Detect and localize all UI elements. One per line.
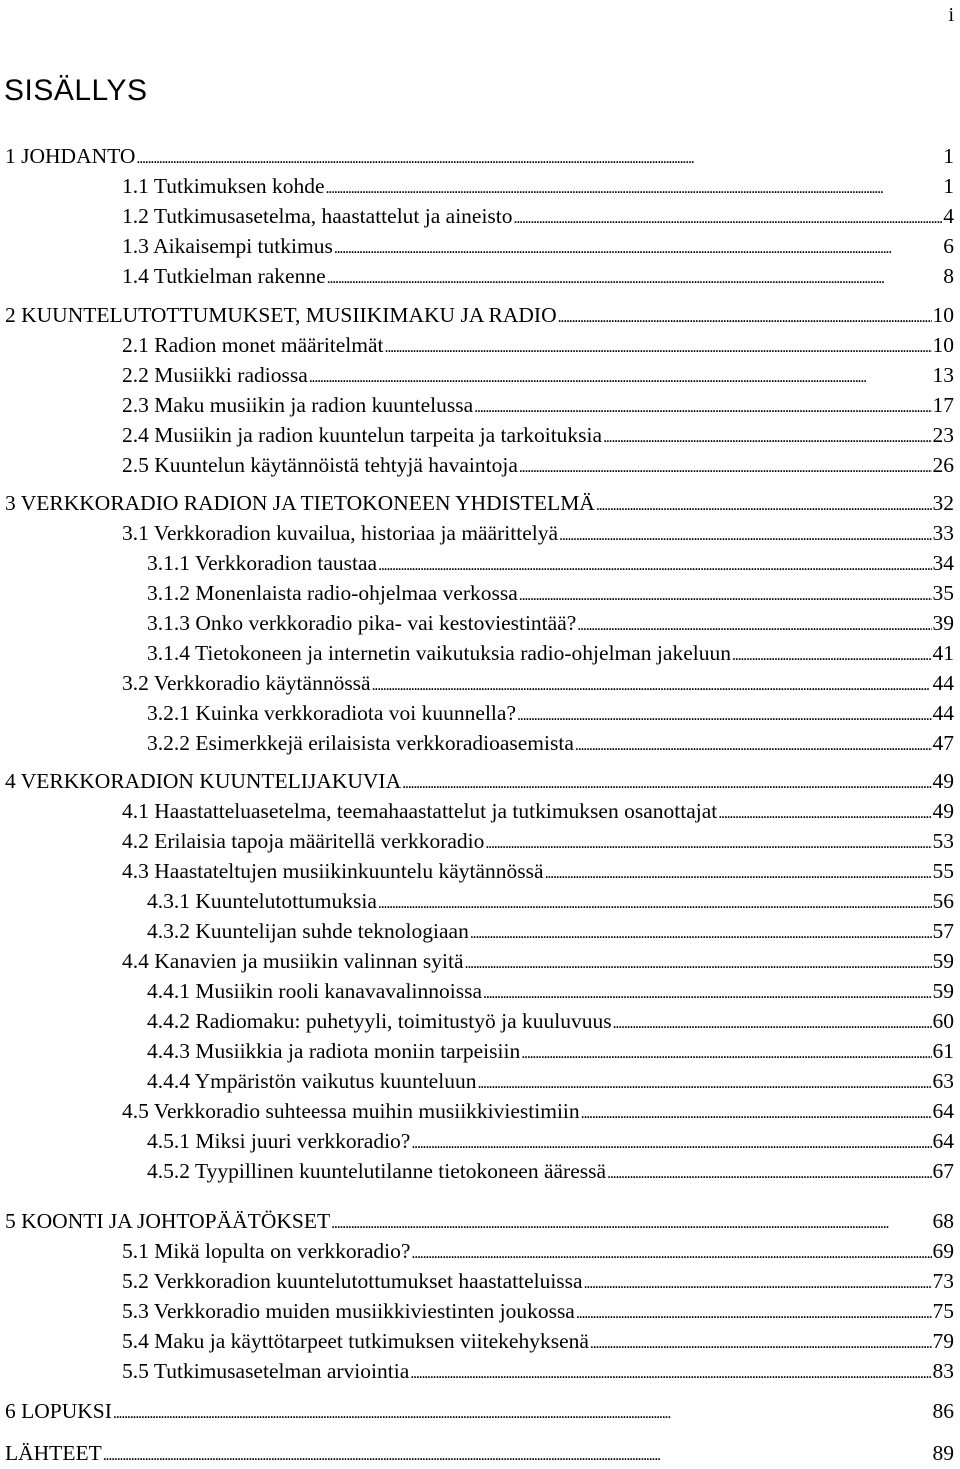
toc-entry-label: 2.5 Kuuntelun käytännöistä tehtyjä havaintoja	[122, 453, 518, 477]
toc-entry-page-number: 10	[932, 303, 954, 327]
toc-entry-page-number: 89	[932, 1441, 954, 1465]
toc-entry[interactable]	[0, 422, 954, 448]
toc-entry-page-number: 8	[943, 264, 954, 288]
toc-entry-label: 4.5.1 Miksi juuri verkkoradio?	[147, 1129, 411, 1153]
toc-entry-label: 4.4.3 Musiikkia ja radiota moniin tarpeisiin	[147, 1039, 521, 1063]
toc-entry-label: 5 KOONTI JA JOHTOPÄÄTÖKSET	[5, 1209, 331, 1233]
toc-entry[interactable]	[0, 362, 954, 388]
dot-leader	[577, 610, 931, 639]
dot-leader	[470, 918, 932, 947]
dot-leader	[331, 1208, 931, 1237]
page-number: i	[948, 4, 954, 26]
toc-entry-label: 6 LOPUKSI	[5, 1399, 112, 1423]
toc-entry[interactable]	[0, 1098, 954, 1124]
toc-entry[interactable]	[0, 918, 954, 944]
dot-leader	[545, 858, 932, 887]
toc-entry-label: 3.2.2 Esimerkkejä erilaisista verkkoradioasemista	[147, 731, 574, 755]
dot-leader	[372, 670, 932, 699]
dot-leader	[596, 490, 932, 519]
dot-leader	[385, 332, 932, 361]
toc-entry-page-number: 26	[932, 453, 954, 477]
toc-entry-page-number: 47	[932, 731, 954, 755]
dot-leader	[136, 143, 942, 172]
toc-entry-label: 4 VERKKORADION KUUNTELIJAKUVIA	[5, 769, 402, 793]
toc-entry[interactable]	[0, 143, 954, 169]
toc-entry-label: 2.1 Radion monet määritelmät	[122, 333, 384, 357]
dot-leader	[590, 1328, 932, 1357]
dot-leader	[327, 263, 943, 292]
dot-leader	[402, 768, 931, 797]
toc-entry-label: 1.4 Tutkielman rakenne	[122, 264, 326, 288]
toc-entry-label: 3.2 Verkkoradio käytännössä	[122, 671, 371, 695]
toc-entry[interactable]	[0, 332, 954, 358]
toc-entry[interactable]	[0, 858, 954, 884]
dot-leader	[517, 700, 932, 729]
dot-leader	[378, 888, 932, 917]
toc-entry-page-number: 86	[932, 1399, 954, 1423]
toc-entry-label: 3.1.3 Onko verkkoradio pika- vai kestoviestintää?	[147, 611, 577, 635]
toc-entry[interactable]	[0, 550, 954, 576]
toc-entry-page-number: 41	[932, 641, 954, 665]
dot-leader	[559, 520, 931, 549]
toc-entry[interactable]	[0, 1208, 954, 1234]
toc-entry-label: 3.1.1 Verkkoradion taustaa	[147, 551, 378, 575]
toc-entry-page-number: 49	[932, 799, 954, 823]
dot-leader	[613, 1008, 932, 1037]
toc-entry-label: 2.3 Maku musiikin ja radion kuuntelussa	[122, 393, 474, 417]
dot-leader	[558, 302, 932, 331]
toc-entry-page-number: 75	[932, 1299, 954, 1323]
dot-leader	[465, 948, 932, 977]
toc-entry-label: 4.5.2 Tyypillinen kuuntelutilanne tietokoneen ääressä	[147, 1159, 607, 1183]
toc-entry-page-number: 33	[932, 521, 954, 545]
toc-entry-label: 1.1 Tutkimuksen kohde	[122, 174, 325, 198]
toc-entry[interactable]	[0, 1038, 954, 1064]
toc-entry-page-number: 35	[932, 581, 954, 605]
toc-entry[interactable]	[0, 1238, 954, 1264]
toc-entry-label: 5.2 Verkkoradion kuuntelutottumukset haastatteluissa	[122, 1269, 583, 1293]
toc-entry-label: 2.2 Musiikki radiossa	[122, 363, 308, 387]
toc-entry-label: 5.4 Maku ja käyttötarpeet tutkimuksen viitekehyksenä	[122, 1329, 589, 1353]
dot-leader	[326, 173, 943, 202]
dot-leader	[485, 828, 931, 857]
dot-leader	[103, 1440, 932, 1469]
toc-entry-page-number: 32	[932, 491, 954, 515]
toc-entry[interactable]	[0, 490, 954, 516]
toc-entry-label: 4.3 Haastateltujen musiikinkuuntelu käytännössä	[122, 859, 544, 883]
toc-entry-label: 3.2.1 Kuinka verkkoradiota voi kuunnella?	[147, 701, 516, 725]
toc-entry[interactable]	[0, 888, 954, 914]
dot-leader	[113, 1398, 932, 1427]
toc-entry[interactable]	[0, 798, 954, 824]
toc-entry-label: 2 KUUNTELUTOTTUMUKSET, MUSIIKIMAKU JA RADIO	[5, 303, 557, 327]
toc-entry-page-number: 44	[932, 701, 954, 725]
toc-entry[interactable]	[0, 640, 954, 666]
toc-entry-page-number: 63	[932, 1069, 954, 1093]
toc-entry-label: 1.3 Aikaisempi tutkimus	[122, 234, 333, 258]
toc-entry-label: 4.3.1 Kuuntelutottumuksia	[147, 889, 377, 913]
toc-entry-label: 5.3 Verkkoradio muiden musiikkiviestinten joukossa	[122, 1299, 575, 1323]
toc-entry[interactable]	[0, 768, 954, 794]
toc-entry-page-number: 59	[932, 949, 954, 973]
toc-entry-page-number: 59	[932, 979, 954, 1003]
dot-leader	[334, 233, 942, 262]
toc-entry-page-number: 67	[932, 1159, 954, 1183]
toc-entry-page-number: 44	[932, 671, 954, 695]
toc-entry-page-number: 10	[932, 333, 954, 357]
toc-entry-page-number: 6	[943, 234, 954, 258]
dot-leader	[474, 392, 931, 421]
dot-leader	[603, 422, 931, 451]
toc-entry[interactable]	[0, 948, 954, 974]
toc-entry[interactable]	[0, 302, 954, 328]
toc-entry[interactable]	[0, 1128, 954, 1154]
dot-leader	[519, 580, 932, 609]
toc-entry-label: 4.2 Erilaisia tapoja määritellä verkkoradio	[122, 829, 485, 853]
toc-entry[interactable]	[0, 263, 954, 289]
dot-leader	[575, 730, 932, 759]
toc-entry[interactable]	[0, 233, 954, 259]
toc-entry-label: 4.1 Haastatteluasetelma, teemahaastattelut ja tutkimuksen osanottajat	[122, 799, 718, 823]
toc-entry-label: 4.4 Kanavien ja musiikin valinnan syitä	[122, 949, 464, 973]
toc-entry-label: LÄHTEET	[5, 1441, 102, 1465]
toc-entry-page-number: 17	[932, 393, 954, 417]
toc-entry[interactable]	[0, 1398, 954, 1424]
toc-entry-page-number: 53	[932, 829, 954, 853]
toc-entry[interactable]	[0, 580, 954, 606]
toc-entry[interactable]	[0, 700, 954, 726]
toc-entry-label: 4.4.4 Ympäristön vaikutus kuunteluun	[147, 1069, 477, 1093]
dot-leader	[411, 1238, 931, 1267]
toc-entry[interactable]	[0, 730, 954, 756]
toc-entry-label: 5.1 Mikä lopulta on verkkoradio?	[122, 1239, 411, 1263]
toc-entry-page-number: 23	[932, 423, 954, 447]
toc-entry-label: 1.2 Tutkimusasetelma, haastattelut ja aineisto	[122, 204, 513, 228]
toc-entry[interactable]	[0, 1068, 954, 1094]
toc-entry[interactable]	[0, 520, 954, 546]
toc-entry-page-number: 39	[932, 611, 954, 635]
toc-entry-page-number: 55	[932, 859, 954, 883]
toc-entry[interactable]	[0, 1328, 954, 1354]
dot-leader	[483, 978, 931, 1007]
toc-entry-label: 5.5 Tutkimusasetelman arviointia	[122, 1359, 410, 1383]
dot-leader	[477, 1068, 931, 1097]
toc-entry[interactable]	[0, 173, 954, 199]
toc-entry-page-number: 56	[932, 889, 954, 913]
toc-entry-label: 4.4.1 Musiikin rooli kanavavalinnoissa	[147, 979, 483, 1003]
toc-entry[interactable]	[0, 1358, 954, 1384]
toc-entry[interactable]	[0, 1008, 954, 1034]
dot-leader	[607, 1158, 931, 1187]
toc-entry-page-number: 1	[943, 174, 954, 198]
toc-entry-page-number: 83	[932, 1359, 954, 1383]
dot-leader	[581, 1098, 932, 1127]
dot-leader	[514, 203, 943, 232]
toc-entry-page-number: 49	[932, 769, 954, 793]
toc-entry-label: 4.5 Verkkoradio suhteessa muihin musiikkiviestimiin	[122, 1099, 580, 1123]
toc-heading: SISÄLLYS	[4, 74, 148, 107]
dot-leader	[411, 1128, 931, 1157]
toc-entry-page-number: 57	[932, 919, 954, 943]
toc-entry-page-number: 61	[932, 1039, 954, 1063]
toc-entry[interactable]	[0, 1158, 954, 1184]
toc-entry-page-number: 73	[932, 1269, 954, 1293]
toc-entry[interactable]	[0, 452, 954, 478]
dot-leader	[576, 1298, 932, 1327]
toc-entry-label: 4.3.2 Kuuntelijan suhde teknologiaan	[147, 919, 469, 943]
toc-entry[interactable]	[0, 1440, 954, 1466]
dot-leader	[584, 1268, 932, 1297]
toc-entry-page-number: 69	[932, 1239, 954, 1263]
toc-entry-label: 4.4.2 Radiomaku: puhetyyli, toimitustyö ja kuuluvuus	[147, 1009, 612, 1033]
toc-entry-page-number: 1	[943, 144, 954, 168]
toc-entry[interactable]	[0, 610, 954, 636]
dot-leader	[519, 452, 932, 481]
toc-entry-page-number: 34	[932, 551, 954, 575]
toc-entry-page-number: 4	[943, 204, 954, 228]
dot-leader	[378, 550, 931, 579]
toc-entry-label: 3.1.4 Tietokoneen ja internetin vaikutuksia radio-ohjelman jakeluun	[147, 641, 731, 665]
toc-entry-label: 1 JOHDANTO	[5, 144, 136, 168]
toc-entry-label: 3.1.2 Monenlaista radio-ohjelmaa verkossa	[147, 581, 518, 605]
dot-leader	[732, 640, 932, 669]
toc-entry-page-number: 68	[932, 1209, 954, 1233]
toc-entry[interactable]	[0, 392, 954, 418]
toc-entry-label: 3.1 Verkkoradion kuvailua, historiaa ja määrittelyä	[122, 521, 559, 545]
dot-leader	[718, 798, 931, 827]
toc-entry-page-number: 13	[932, 363, 954, 387]
toc-entry[interactable]	[0, 670, 954, 696]
dot-leader	[410, 1358, 931, 1387]
toc-entry[interactable]	[0, 1268, 954, 1294]
toc-entry[interactable]	[0, 978, 954, 1004]
dot-leader	[521, 1038, 931, 1067]
toc-entry-page-number: 64	[932, 1129, 954, 1153]
toc-entry-label: 2.4 Musiikin ja radion kuuntelun tarpeita ja tarkoituksia	[122, 423, 603, 447]
toc-entry[interactable]	[0, 203, 954, 229]
toc-entry[interactable]	[0, 1298, 954, 1324]
toc-entry[interactable]	[0, 828, 954, 854]
toc-entry-page-number: 60	[932, 1009, 954, 1033]
toc-entry-label: 3 VERKKORADIO RADION JA TIETOKONEEN YHDISTELMÄ	[5, 491, 595, 515]
toc-entry-page-number: 64	[932, 1099, 954, 1123]
dot-leader	[309, 362, 932, 391]
toc-entry-page-number: 79	[932, 1329, 954, 1353]
